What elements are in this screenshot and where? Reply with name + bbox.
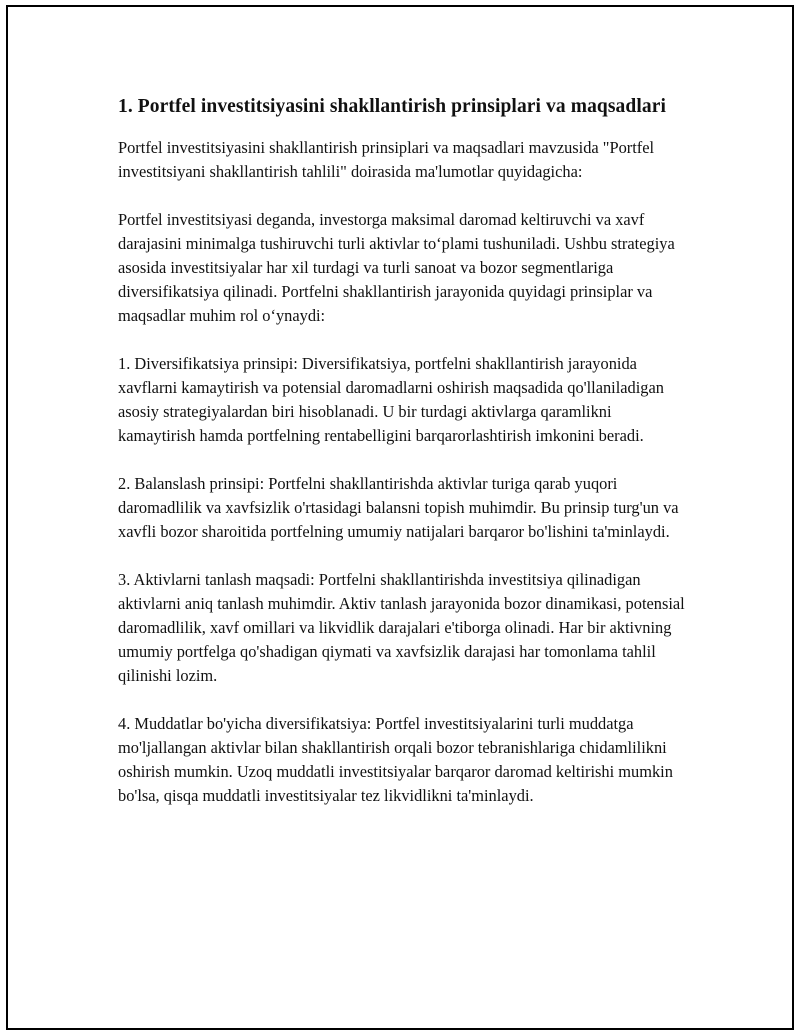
- paragraph-balancing: 2. Balanslash prinsipi: Portfelni shakllantirishda aktivlar turiga qarab yuqori daromadlilik va xavfsizlik o'rtasidagi balansni topish muhimdir. Bu prinsip turg'un va xavfli bozor sharoitida portfelning umumiy natijalari barqaror bo'lishini ta'minlaydi.: [118, 474, 679, 541]
- paragraph-intro: Portfel investitsiyasini shakllantirish prinsiplari va maqsadlari mavzusida "Portfel investitsiyani shakllantirish tahlili" doirasida ma'lumotlar quyidagicha:: [118, 138, 655, 181]
- document-title: 1. Portfel investitsiyasini shakllantirish prinsiplari va maqsadlari: [118, 96, 666, 117]
- paragraph-diversification: 1. Diversifikatsiya prinsipi: Diversifikatsiya, portfelni shakllantirish jarayonida xavflarni kamaytirish va potensial daromadlarni oshirish maqsadida qo'llaniladigan asosiy strategiyalardan biri hisoblanadi. U bir turdagi aktivlarga qaramlikni kamaytirish hamda portfelning rentabelligini barqarorlashtirish imkonini beradi.: [118, 354, 664, 445]
- paragraph-asset-selection: 3. Aktivlarni tanlash maqsadi: Portfelni shakllantirishda investitsiya qilinadigan aktivlarni aniq tanlash muhimdir. Aktiv tanlash jarayonida bozor dinamikasi, potensial daromadlilik, xavf omillari va likvidlik darajalari e'tiborga olinadi. Har bir aktivning umumiy portfelga qo'shadigan qiymati va xavfsizlik darajasi har tomonlama tahlil qilinishi lozim.: [118, 570, 685, 685]
- paragraph-term-diversification: 4. Muddatlar bo'yicha diversifikatsiya: Portfel investitsiyalarini turli muddatga mo'ljallangan aktivlar bilan shakllantirish orqali bozor tebranishlariga chidamlilikni oshirish mumkin. Uzoq muddatli investitsiyalar barqaror daromad keltirishi mumkin bo'lsa, qisqa muddatli investitsiyalar tez likvidlikni ta'minlaydi.: [118, 714, 673, 805]
- paragraph-definition: Portfel investitsiyasi deganda, investorga maksimal daromad keltiruvchi va xavf darajasini minimalga tushiruvchi turli aktivlar to‘plami tushuniladi. Ushbu strategiya asosida investitsiyalar har xil turdagi va turli sanoat va bozor segmentlariga diversifikatsiya qilinadi. Portfelni shakllantirish jarayonida quyidagi prinsiplar va maqsadlar muhim rol o‘ynaydi:: [118, 210, 675, 325]
- document-body: [118, 93, 688, 832]
